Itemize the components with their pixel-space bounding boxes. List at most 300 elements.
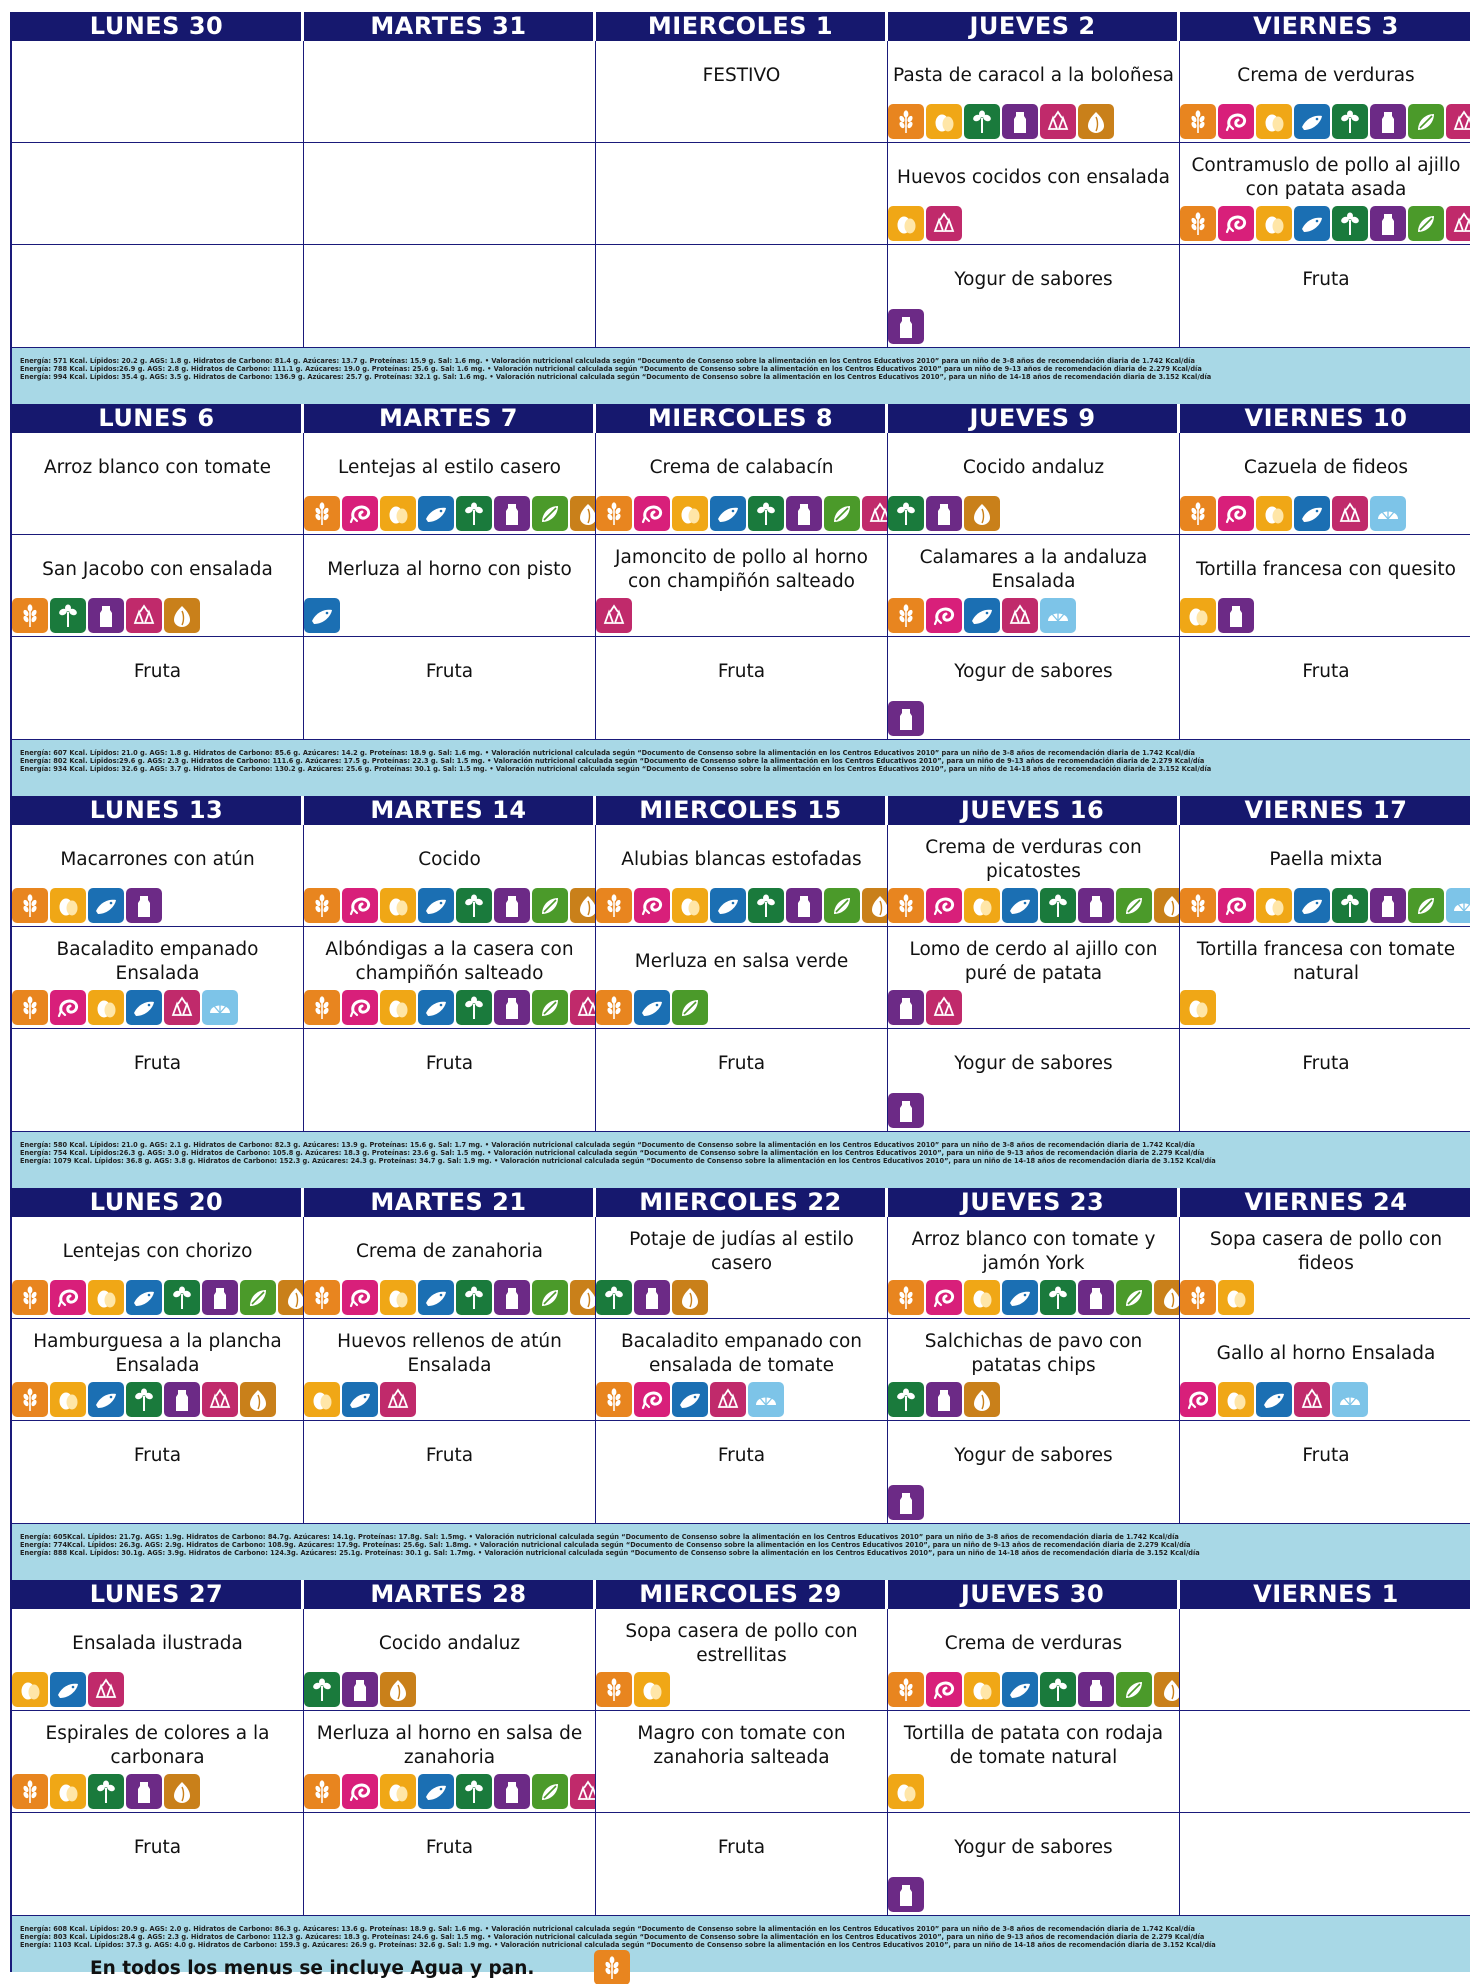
dish-name: Arroz blanco con tomate y jamón York [911,1229,1156,1274]
allergen-icons [304,990,596,1025]
sesame-icon [596,598,632,633]
wheat-icon [596,496,632,531]
allergen-icons [304,1672,418,1707]
meal-cell [12,825,304,926]
meal-cell [888,1319,1180,1420]
celery-icon [164,1280,200,1315]
sesame-icon [710,1382,746,1417]
nut-icon [862,888,888,923]
dish-name: Fruta [717,661,766,682]
dish-name: Calamares a la andaluza Ensalada [919,547,1148,592]
allergen-icons [596,598,634,633]
shrimp-icon [342,1774,378,1809]
meal-cell [888,535,1180,636]
first-course-row [12,1217,1470,1319]
dish-name: Sopa casera de pollo con fideos [1209,1229,1443,1274]
meal-cell [596,927,888,1028]
mustard-icon [1116,888,1152,923]
sesame-icon [1446,206,1470,241]
nutrition-line: Energía: 580 Kcal. Lípidos: 21.0 g. AGS: 2.1 g. Hidratos de Carbono: 82.3 g. Azúcares: 13.9 g. Proteínas: 15.6 g. Sal: 1.7 mg. • Valoración nutricional calculada según “Documento de Consenso sobre la alimentación en los Centros Educativos 2010” para un niño de 3-8 años de recomendación diaria de 1.742 Kcal/día [20,1141,1195,1149]
milk-icon [202,1280,238,1315]
dish-name: Crema de verduras [1237,65,1415,86]
dish-name [304,143,595,213]
second-course-row [12,143,1470,245]
dish-name: Merluza al horno con pisto [327,559,572,580]
meal-cell [888,927,1180,1028]
nut-icon [380,1672,416,1707]
allergen-icons [1180,598,1256,633]
fish-icon [710,496,746,531]
shrimp-icon [342,1280,378,1315]
meal-cell [304,927,596,1028]
fish-icon [88,1382,124,1417]
meal-cell [888,41,1180,142]
dish-name: Crema de calabacín [649,457,834,478]
day-header: VIERNES 10 [1244,404,1408,432]
meal-grid [10,41,1470,348]
meal-cell [304,535,596,636]
meal-cell [1180,535,1470,636]
sesame-icon [926,990,962,1025]
sesame-icon [862,496,888,531]
fish-icon [418,888,454,923]
shell-icon [1370,496,1406,531]
dessert-row [12,1813,1470,1915]
day-header: MARTES 14 [304,796,596,825]
sesame-icon [1002,598,1038,633]
fish-icon [672,1382,708,1417]
allergen-icons [888,104,1116,139]
shrimp-icon [50,990,86,1025]
meal-cell [596,1319,888,1420]
allergen-icons [304,598,342,633]
egg-icon [12,1672,48,1707]
egg-icon [1256,888,1292,923]
day-header-row [10,12,1470,41]
milk-icon [1370,888,1406,923]
shell-icon [748,1382,784,1417]
meal-cell [304,1421,596,1523]
dish-name: Fruta [717,1837,766,1858]
milk-icon [494,496,530,531]
meal-cell [1180,1421,1470,1523]
meal-cell [596,1421,888,1523]
allergen-icons [304,888,596,923]
week-block [10,1580,1470,1972]
mustard-icon [1116,1280,1152,1315]
milk-icon [494,1280,530,1315]
meal-cell [304,245,596,347]
meal-cell [888,637,1180,739]
dish-name: Yogur de sabores [954,1837,1113,1858]
nut-icon [1154,1280,1180,1315]
wheat-icon [1180,496,1216,531]
dish-name: Crema de zanahoria [356,1241,543,1262]
day-header: MARTES 7 [304,404,596,433]
milk-icon [1370,206,1406,241]
celery-icon [126,1382,162,1417]
dish-name: Fruta [425,1445,474,1466]
allergen-icons [888,1382,1002,1417]
milk-icon [888,701,924,736]
nutrition-info [10,348,1470,404]
day-header-row [10,404,1470,433]
meal-cell [596,1609,888,1710]
meal-cell [1180,433,1470,534]
meal-cell [12,1813,304,1915]
shrimp-icon [1218,888,1254,923]
meal-cell [596,433,888,534]
nut-icon [164,598,200,633]
celery-icon [888,1382,924,1417]
dish-name: Cocido [418,849,481,870]
egg-icon [380,1774,416,1809]
dish-name: Merluza al horno en salsa de zanahoria [316,1723,583,1768]
mustard-icon [532,1774,568,1809]
meal-cell [304,1217,596,1318]
dessert-row [12,245,1470,347]
dish-name: Merluza en salsa verde [634,951,849,972]
nutrition-info [10,740,1470,796]
nutrition-line: Energía: 571 Kcal. Lípidos: 20.2 g. AGS: 1.8 g. Hidratos de Carbono: 81.4 g. Azúcares: 13.7 g. Proteínas: 15.9 g. Sal: 1.6 mg. • Valoración nutricional calculada según “Documento de Consenso sobre la alimentación en los Centros Educativos 2010” para un niño de 3-8 años de recomendación diaria de 1.742 Kcal/día [20,357,1195,365]
first-course-row [12,41,1470,143]
meal-cell [12,1711,304,1812]
fish-icon [304,598,340,633]
day-header: JUEVES 30 [888,1580,1180,1609]
allergen-icons [12,1280,304,1315]
dessert-row [12,1029,1470,1131]
meal-cell [12,1029,304,1131]
wheat-icon [1180,888,1216,923]
fish-icon [1294,496,1330,531]
allergen-icons [888,206,964,241]
egg-icon [1256,496,1292,531]
allergen-icons [1180,990,1218,1025]
meal-cell [888,825,1180,926]
sesame-icon [1446,104,1470,139]
second-course-row [12,535,1470,637]
allergen-icons [12,1774,202,1809]
meal-cell [1180,637,1470,739]
dish-name [596,245,887,315]
first-course-row [12,825,1470,927]
day-header: VIERNES 3 [1253,12,1399,40]
week-block [10,404,1470,796]
nutrition-info [10,1132,1470,1188]
wheat-icon [12,598,48,633]
meal-cell [596,1217,888,1318]
allergen-icons [888,1280,1180,1315]
egg-icon [672,496,708,531]
meal-cell [1180,1217,1470,1318]
fish-icon [342,1382,378,1417]
wheat-icon [12,1382,48,1417]
dish-name: Cazuela de fideos [1243,457,1409,478]
wheat-icon [304,496,340,531]
meal-cell [596,245,888,347]
mustard-icon [1408,206,1444,241]
week-block [10,796,1470,1188]
dish-name: Fruta [1302,661,1350,682]
milk-icon [494,888,530,923]
allergen-icons [304,496,596,531]
shrimp-icon [926,598,962,633]
shrimp-icon [926,888,962,923]
nutrition-line: Energía: 608 Kcal. Lípidos: 20.9 g. AGS: 2.0 g. Hidratos de Carbono: 86.3 g. Azúcares: 13.6 g. Proteínas: 18.9 g. Sal: 1.6 mg. • Valoración nutricional calculada según “Documento de Consenso sobre la alimentación en los Centros Educativos 2010” para un niño de 3-8 años de recomendación diaria de 1.742 Kcal/día [20,1925,1195,1933]
shell-icon [202,990,238,1025]
meal-cell [1180,1609,1470,1710]
dish-name: Macarrones con atún [60,849,255,870]
day-header: MARTES 31 [304,12,596,41]
dish-name [12,143,303,213]
allergen-icons [888,701,926,736]
fish-icon [1294,888,1330,923]
milk-icon [164,1382,200,1417]
milk-icon [1002,104,1038,139]
footer-note [10,1954,1470,1984]
week-block [10,1188,1470,1580]
celery-icon [1332,104,1368,139]
allergen-icons [304,1280,596,1315]
dish-name: Cocido andaluz [962,457,1105,478]
wheat-icon [12,888,48,923]
nutrition-line: Energía: 934 Kcal. Lípidos: 32.6 g. AGS: 3.7 g. Hidratos de Carbono: 130.2 g. Azúcares: 25.6 g. Proteínas: 30.1 g. Sal: 1.5 mg. • Valoración nutricional calculada según “Documento de Consenso sobre la alimentación en los Centros Educativos 2010”, para un niño de 14-18 años de recomendación diaria de 3.152 Kcal/día [20,765,1212,773]
dish-name: Fruta [133,1837,182,1858]
meal-cell [596,1029,888,1131]
wheat-icon [304,990,340,1025]
meal-cell [1180,1711,1470,1812]
milk-icon [1218,598,1254,633]
dish-name: Jamoncito de pollo al horno con champiñón salteado [615,547,868,592]
dish-name: Magro con tomate con zanahoria salteada [637,1723,846,1768]
meal-cell [596,143,888,244]
meal-cell [596,825,888,926]
nutrition-line: Energía: 994 Kcal. Lípidos: 35.4 g. AGS: 3.5 g. Hidratos de Carbono: 136.9 g. Azúcares: 25.7 g. Proteínas: 32.1 g. Sal: 1.6 mg. • Valoración nutricional calculada según “Documento de Consenso sobre la alimentación en los Centros Educativos 2010”, para un niño de 14-18 años de recomendación diaria de 3.152 Kcal/día [20,373,1212,381]
dish-name: Yogur de sabores [954,1053,1113,1074]
mustard-icon [532,496,568,531]
egg-icon [50,1774,86,1809]
shrimp-icon [1218,104,1254,139]
milk-icon [888,990,924,1025]
mustard-icon [532,990,568,1025]
day-header-row [10,796,1470,825]
allergen-icons [596,1382,786,1417]
dish-name: Fruta [133,1053,182,1074]
milk-icon [494,1774,530,1809]
mustard-icon [240,1280,276,1315]
fish-icon [418,1774,454,1809]
mustard-icon [532,888,568,923]
meal-cell [304,433,596,534]
wheat-icon [1180,1280,1216,1315]
allergen-icons [1180,888,1470,923]
shrimp-icon [342,496,378,531]
allergen-icons [596,990,710,1025]
sesame-icon [1040,104,1076,139]
fish-icon [418,496,454,531]
dish-name: Yogur de sabores [954,661,1113,682]
dish-name: Fruta [717,1445,766,1466]
milk-icon [126,888,162,923]
day-header-row [10,1188,1470,1217]
dish-name: Huevos cocidos con ensalada [897,167,1170,188]
wheat-icon [888,598,924,633]
celery-icon [456,496,492,531]
shrimp-icon [1218,206,1254,241]
egg-icon [50,1382,86,1417]
dish-name [1180,1813,1470,1883]
nut-icon [164,1774,200,1809]
wheat-icon [888,888,924,923]
fish-icon [418,1280,454,1315]
egg-icon [1256,206,1292,241]
wheat-icon [304,1774,340,1809]
fish-icon [126,990,162,1025]
wheat-icon [12,1774,48,1809]
egg-icon [88,990,124,1025]
allergen-icons [304,1382,418,1417]
meal-cell [888,143,1180,244]
dish-name [1180,1711,1470,1781]
mustard-icon [672,990,708,1025]
meal-cell [1180,143,1470,244]
mustard-icon [1408,888,1444,923]
meal-cell [1180,41,1470,142]
day-header: LUNES 20 [12,1188,304,1217]
meal-cell [304,637,596,739]
dish-name: Pasta de caracol a la boloñesa [893,65,1174,86]
allergen-icons [1180,104,1470,139]
sesame-icon [570,990,596,1025]
allergen-icons [888,888,1180,923]
shrimp-icon [342,888,378,923]
dish-name: Fruta [425,661,474,682]
meal-cell [888,433,1180,534]
dish-name: Fruta [133,1445,182,1466]
egg-icon [380,990,416,1025]
milk-icon [1078,1672,1114,1707]
dessert-row [12,637,1470,739]
milk-icon [88,598,124,633]
allergen-icons [1180,206,1470,241]
fish-icon [126,1280,162,1315]
meal-grid [10,433,1470,740]
meal-cell [12,1421,304,1523]
wheat-icon [596,1672,632,1707]
meal-cell [596,1813,888,1915]
fish-icon [1294,104,1330,139]
shrimp-icon [634,888,670,923]
egg-icon [634,1672,670,1707]
shrimp-icon [926,1280,962,1315]
meal-cell [12,637,304,739]
milk-icon [926,1382,962,1417]
wheat-icon [888,104,924,139]
meal-cell [12,433,304,534]
wheat-icon [1180,104,1216,139]
egg-icon [926,104,962,139]
celery-icon [1040,888,1076,923]
wheat-icon [304,888,340,923]
dish-name [12,41,303,111]
dish-name: FESTIVO [702,65,781,86]
dish-name [1180,1609,1470,1679]
allergen-icons [596,496,888,531]
meal-cell [304,1813,596,1915]
meal-cell [304,1319,596,1420]
day-header: JUEVES 23 [888,1188,1180,1217]
nut-icon [1078,104,1114,139]
egg-icon [1218,1382,1254,1417]
allergen-icons [888,1672,1180,1707]
allergen-icons [888,598,1078,633]
sesame-icon [1332,496,1368,531]
egg-icon [88,1280,124,1315]
milk-icon [126,1774,162,1809]
mustard-icon [1408,104,1444,139]
allergen-icons [304,1774,596,1809]
meal-cell [12,927,304,1028]
mustard-icon [824,496,860,531]
allergen-icons [12,598,202,633]
nutrition-line: Energía: 1079 Kcal. Lípidos: 36.8 g. AGS: 3.8 g. Hidratos de Carbono: 152.3 g. Azúcares: 24.3 g. Proteínas: 34.7 g. Sal: 1.9 mg. • Valoración nutricional calculada según “Documento de Consenso sobre la alimentación en los Centros Educativos 2010”, para un niño de 14-18 años de recomendación diaria de 3.152 Kcal/día [20,1157,1216,1165]
milk-icon [786,496,822,531]
wheat-icon [596,1382,632,1417]
milk-icon [888,309,924,344]
dish-name [596,143,887,213]
meal-cell [12,535,304,636]
dish-name: Cocido andaluz [378,1633,521,1654]
dish-name: Salchichas de pavo con patatas chips [924,1331,1143,1376]
wheat-icon [12,990,48,1025]
fish-icon [50,1672,86,1707]
day-header: VIERNES 24 [1244,1188,1408,1216]
dish-name: Alubias blancas estofadas [621,849,862,870]
fish-icon [710,888,746,923]
day-header: LUNES 27 [12,1580,304,1609]
first-course-row [12,433,1470,535]
egg-icon [964,1280,1000,1315]
meal-cell [1180,1813,1470,1915]
nut-icon [1154,888,1180,923]
meal-grid [10,1609,1470,1916]
allergen-icons [1180,496,1408,531]
fish-icon [1256,1382,1292,1417]
nutrition-line: Energía: 774Kcal. Lípidos: 26.3g. AGS: 2.9g. Hidratos de Carbono: 108.9g. Azúcares: 17.9g. Proteínas: 25.6g. Sal: 1.8mg. • Valoración nutricional calculada según “Documento de Consenso sobre la alimentación en los Centros Educativos 2010”, para un niño de 9-13 años de recomendación diaria de 2.279 Kcal/día [20,1541,1191,1549]
mustard-icon [824,888,860,923]
dish-name: Yogur de sabores [954,269,1113,290]
celery-icon [964,104,1000,139]
day-header: MIERCOLES 8 [596,404,888,433]
allergen-icons [12,1672,126,1707]
meal-cell [888,1609,1180,1710]
meal-grid [10,825,1470,1132]
dish-name: Tortilla francesa con tomate natural [1196,939,1456,984]
egg-icon [672,888,708,923]
milk-icon [634,1280,670,1315]
dish-name: Sopa casera de pollo con estrellitas [625,1621,858,1666]
allergen-icons [888,496,1002,531]
meal-cell [596,41,888,142]
shrimp-icon [50,1280,86,1315]
meal-cell [304,143,596,244]
dessert-row [12,1421,1470,1523]
milk-icon [1370,104,1406,139]
allergen-icons [888,1774,926,1809]
egg-icon [1256,104,1292,139]
dish-name: Bacaladito empanado Ensalada [56,939,259,984]
allergen-icons [888,990,964,1025]
